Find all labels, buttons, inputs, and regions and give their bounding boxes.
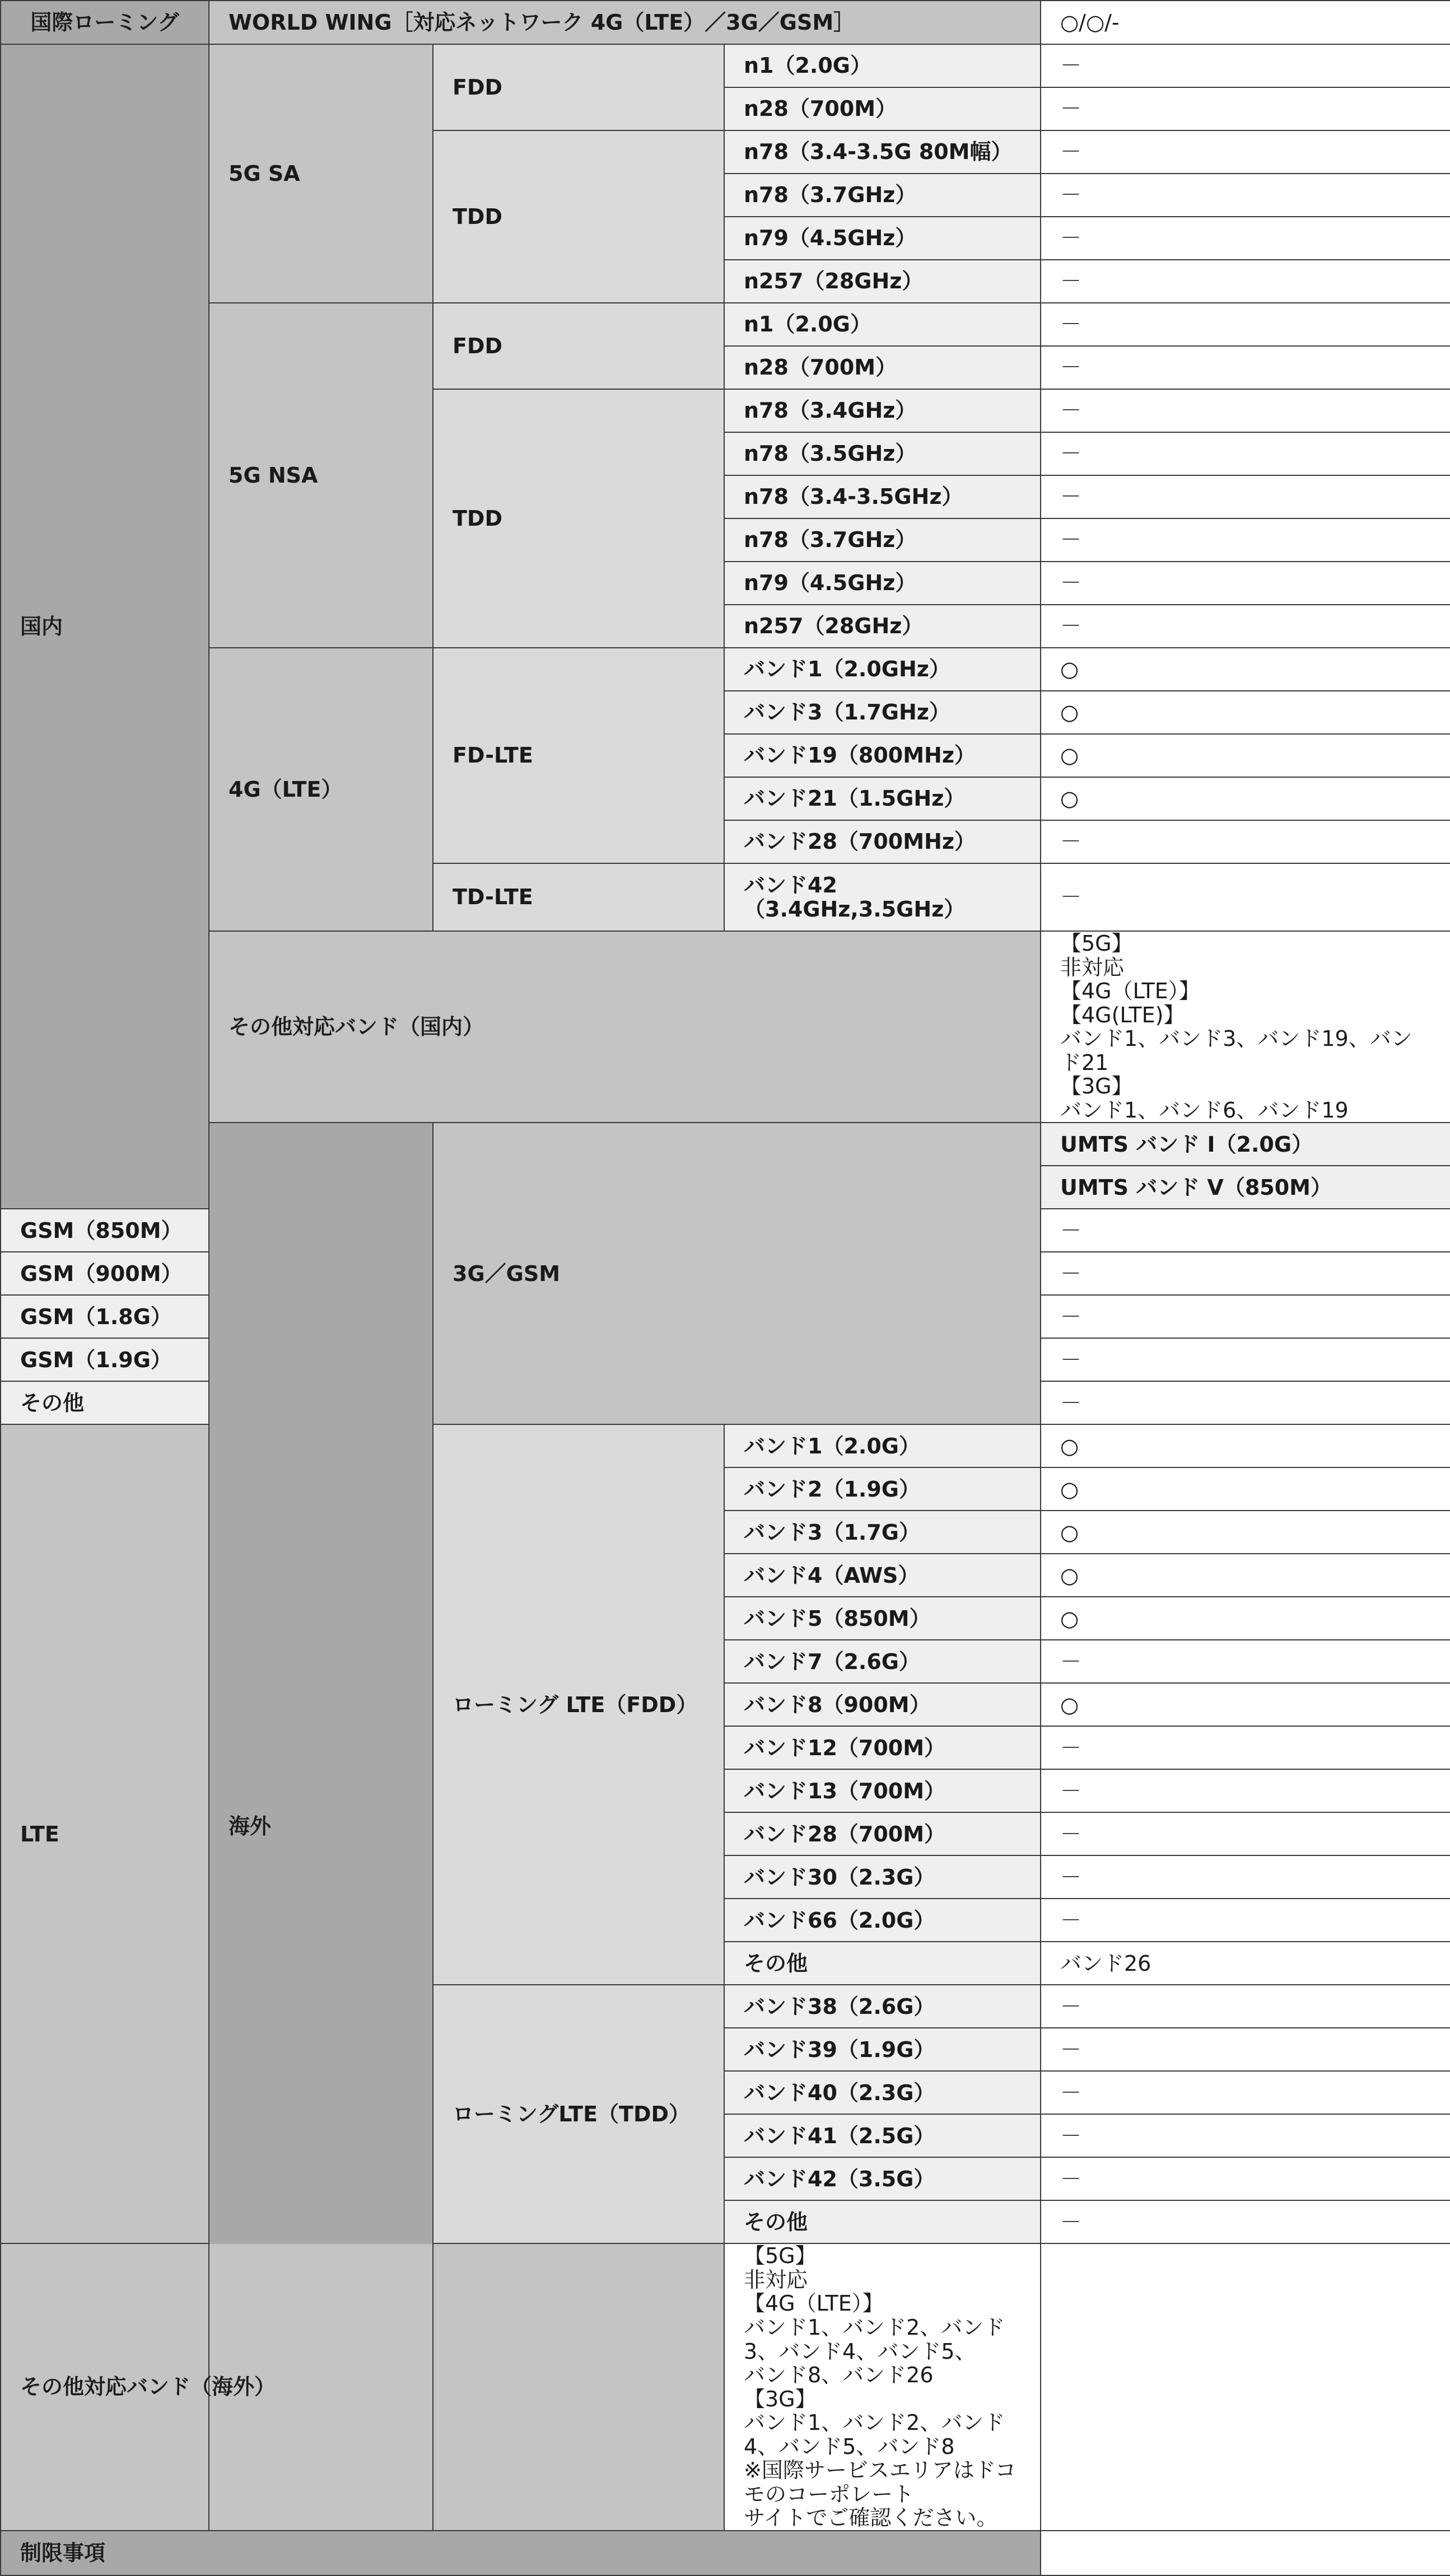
- band-value: ○: [1041, 1554, 1450, 1597]
- band-name: n78（3.4-3.5G 80M幅）: [724, 130, 1041, 174]
- note-line: バンド1、バンド2、バンド3、バンド4、バンド5、: [744, 2315, 1005, 2364]
- band-value: ○: [1041, 648, 1450, 691]
- band-name: バンド30（2.3G）: [724, 1855, 1041, 1899]
- roaming-label: 国際ローミング: [1, 1, 209, 44]
- band-value: －: [1041, 1381, 1450, 1424]
- band-value: バンド26: [1041, 1942, 1450, 1985]
- band-value: ○: [1041, 734, 1450, 777]
- band-value: －: [1041, 303, 1450, 346]
- note-line: バンド1、バンド2、バンド4、バンド5、バンド8: [744, 2410, 1005, 2459]
- band-name: GSM（1.8G）: [1, 1295, 209, 1338]
- note-line: サイトでご確認ください。: [744, 2505, 998, 2531]
- roaming-value: ○/○/-: [1041, 1, 1450, 44]
- band-value: －: [1041, 217, 1450, 260]
- band-value: －: [1041, 130, 1450, 174]
- band-value: －: [1041, 562, 1450, 605]
- overseas-lte-fdd-label: ローミング LTE（FDD）: [433, 1424, 724, 1985]
- overseas-lte-tdd-label: ローミングLTE（TDD）: [433, 1985, 724, 2243]
- band-value: －: [1041, 1640, 1450, 1683]
- band-name: n28（700M）: [724, 346, 1041, 389]
- band-value: ○: [1041, 1511, 1450, 1554]
- note-line: 【4G（LTE）】: [1060, 979, 1200, 1004]
- band-name: n79（4.5GHz）: [724, 562, 1041, 605]
- band-name: n78（3.5GHz）: [724, 432, 1041, 475]
- overseas-other-bands-label: その他対応バンド（海外）: [1, 2243, 724, 2531]
- band-value: －: [1041, 2028, 1450, 2071]
- band-value: －: [1041, 475, 1450, 518]
- band-value: －: [1041, 44, 1450, 87]
- note-line: 【3G】: [1060, 1074, 1133, 1099]
- note-line: 【4G（LTE）】: [744, 2291, 884, 2316]
- band-name: GSM（900M）: [1, 1252, 209, 1295]
- note-line: バンド8、バンド26: [744, 2363, 934, 2388]
- band-value: ○: [1041, 1683, 1450, 1726]
- band-name: バンド42（3.4GHz,3.5GHz）: [724, 863, 1041, 931]
- band-name: バンド41（2.5G）: [724, 2114, 1041, 2157]
- restrictions-label: 制限事項: [1, 2531, 1041, 2575]
- note-line: 【5G】: [1060, 931, 1133, 956]
- band-name: バンド7（2.6G）: [724, 1640, 1041, 1683]
- band-name: その他: [724, 1942, 1041, 1985]
- domestic-label: 国内: [1, 44, 209, 1209]
- overseas-label: 海外: [209, 1123, 433, 2531]
- domestic-td-lte-label: TD-LTE: [433, 863, 724, 931]
- band-value: －: [1041, 518, 1450, 562]
- note-line: 非対応: [1060, 955, 1125, 980]
- band-name: n78（3.7GHz）: [724, 518, 1041, 562]
- band-name: n78（3.7GHz）: [724, 174, 1041, 217]
- band-value: －: [1041, 260, 1450, 303]
- domestic-other-bands-note: [1041, 931, 1450, 1123]
- band-value: －: [1041, 2114, 1450, 2157]
- note-line: 非対応: [744, 2267, 808, 2292]
- band-value: －: [1041, 2157, 1450, 2200]
- band-value: －: [1041, 605, 1450, 648]
- band-value: －: [1041, 1769, 1450, 1812]
- band-name: GSM（1.9G）: [1, 1338, 209, 1381]
- band-name: バンド12（700M）: [724, 1726, 1041, 1769]
- band-name: バンド8（900M）: [724, 1683, 1041, 1726]
- band-value: ○: [1041, 1597, 1450, 1640]
- band-value: ○: [1041, 1467, 1450, 1511]
- band-value: －: [1041, 1338, 1450, 1381]
- restrictions-value: [1041, 2531, 1450, 2575]
- band-value: －: [1041, 389, 1450, 432]
- note-line: 【3G】: [744, 2386, 817, 2411]
- band-name: バンド1（2.0GHz）: [724, 648, 1041, 691]
- band-value: －: [1041, 346, 1450, 389]
- band-name: UMTS バンド Ⅰ（2.0G）: [1041, 1123, 1450, 1166]
- band-name: バンド28（700MHz）: [724, 820, 1041, 863]
- band-name: バンド28（700M）: [724, 1812, 1041, 1855]
- band-value: ○: [1041, 777, 1450, 820]
- band-value: －: [1041, 1899, 1450, 1942]
- band-name: バンド21（1.5GHz）: [724, 777, 1041, 820]
- band-name: GSM（850M）: [1, 1209, 209, 1252]
- band-name: バンド3（1.7GHz）: [724, 691, 1041, 734]
- domestic-5g-sa-label: 5G SA: [209, 44, 433, 303]
- band-value: －: [1041, 863, 1450, 931]
- band-name: バンド38（2.6G）: [724, 1985, 1041, 2028]
- note-line: 【5G】: [744, 2243, 817, 2269]
- band-name: バンド66（2.0G）: [724, 1899, 1041, 1942]
- band-value: －: [1041, 1209, 1450, 1252]
- band-value: ○: [1041, 691, 1450, 734]
- domestic-sa-fdd-label: FDD: [433, 44, 724, 130]
- band-name: バンド13（700M）: [724, 1769, 1041, 1812]
- band-value: －: [1041, 1812, 1450, 1855]
- band-name: n1（2.0G）: [724, 303, 1041, 346]
- band-value: －: [1041, 432, 1450, 475]
- band-name: バンド1（2.0G）: [724, 1424, 1041, 1467]
- domestic-fd-lte-label: FD-LTE: [433, 648, 724, 863]
- band-value: －: [1041, 174, 1450, 217]
- roaming-title: WORLD WING［対応ネットワーク 4G（LTE）／3G／GSM］: [209, 1, 1041, 44]
- overseas-lte-label: LTE: [1, 1424, 209, 2243]
- domestic-5g-nsa-label: 5G NSA: [209, 303, 433, 648]
- band-name: n28（700M）: [724, 87, 1041, 130]
- band-name: n78（3.4-3.5GHz）: [724, 475, 1041, 518]
- domestic-sa-tdd-label: TDD: [433, 130, 724, 303]
- band-name: UMTS バンド Ⅴ（850M）: [1041, 1166, 1450, 1209]
- note-line: バンド1、バンド3、バンド19、バンド21: [1060, 1026, 1412, 1075]
- band-name: バンド3（1.7G）: [724, 1511, 1041, 1554]
- band-value: －: [1041, 2200, 1450, 2243]
- band-value: ○: [1041, 1424, 1450, 1467]
- band-name: バンド40（2.3G）: [724, 2071, 1041, 2114]
- band-value: －: [1041, 1252, 1450, 1295]
- band-value: －: [1041, 820, 1450, 863]
- band-name: n257（28GHz）: [724, 260, 1041, 303]
- band-value: －: [1041, 1726, 1450, 1769]
- domestic-nsa-fdd-label: FDD: [433, 303, 724, 389]
- note-line: バンド1、バンド6、バンド19: [1060, 1097, 1349, 1123]
- band-name: バンド19（800MHz）: [724, 734, 1041, 777]
- band-name: その他: [1, 1381, 209, 1424]
- band-name: バンド4（AWS）: [724, 1554, 1041, 1597]
- band-value: －: [1041, 87, 1450, 130]
- band-value: －: [1041, 1295, 1450, 1338]
- band-name: バンド42（3.5G）: [724, 2157, 1041, 2200]
- domestic-nsa-tdd-label: TDD: [433, 389, 724, 648]
- band-name: バンド5（850M）: [724, 1597, 1041, 1640]
- note-line: 【4G(LTE)】: [1060, 1002, 1185, 1027]
- overseas-other-bands-note: [724, 2243, 1041, 2531]
- note-line: ※国際サービスエリアはドコモのコーポレート: [744, 2458, 1017, 2507]
- domestic-4g-lte-label: 4G（LTE）: [209, 648, 433, 931]
- domestic-other-bands-label: その他対応バンド（国内）: [209, 931, 1041, 1123]
- overseas-3g-gsm-label: 3G／GSM: [433, 1123, 1041, 1424]
- band-value: －: [1041, 2071, 1450, 2114]
- band-name: その他: [724, 2200, 1041, 2243]
- band-name: n1（2.0G）: [724, 44, 1041, 87]
- band-value: －: [1041, 1985, 1450, 2028]
- band-name: バンド39（1.9G）: [724, 2028, 1041, 2071]
- band-name: n78（3.4GHz）: [724, 389, 1041, 432]
- band-name: バンド2（1.9G）: [724, 1467, 1041, 1511]
- band-value: －: [1041, 1855, 1450, 1899]
- band-name: n257（28GHz）: [724, 605, 1041, 648]
- band-name: n79（4.5GHz）: [724, 217, 1041, 260]
